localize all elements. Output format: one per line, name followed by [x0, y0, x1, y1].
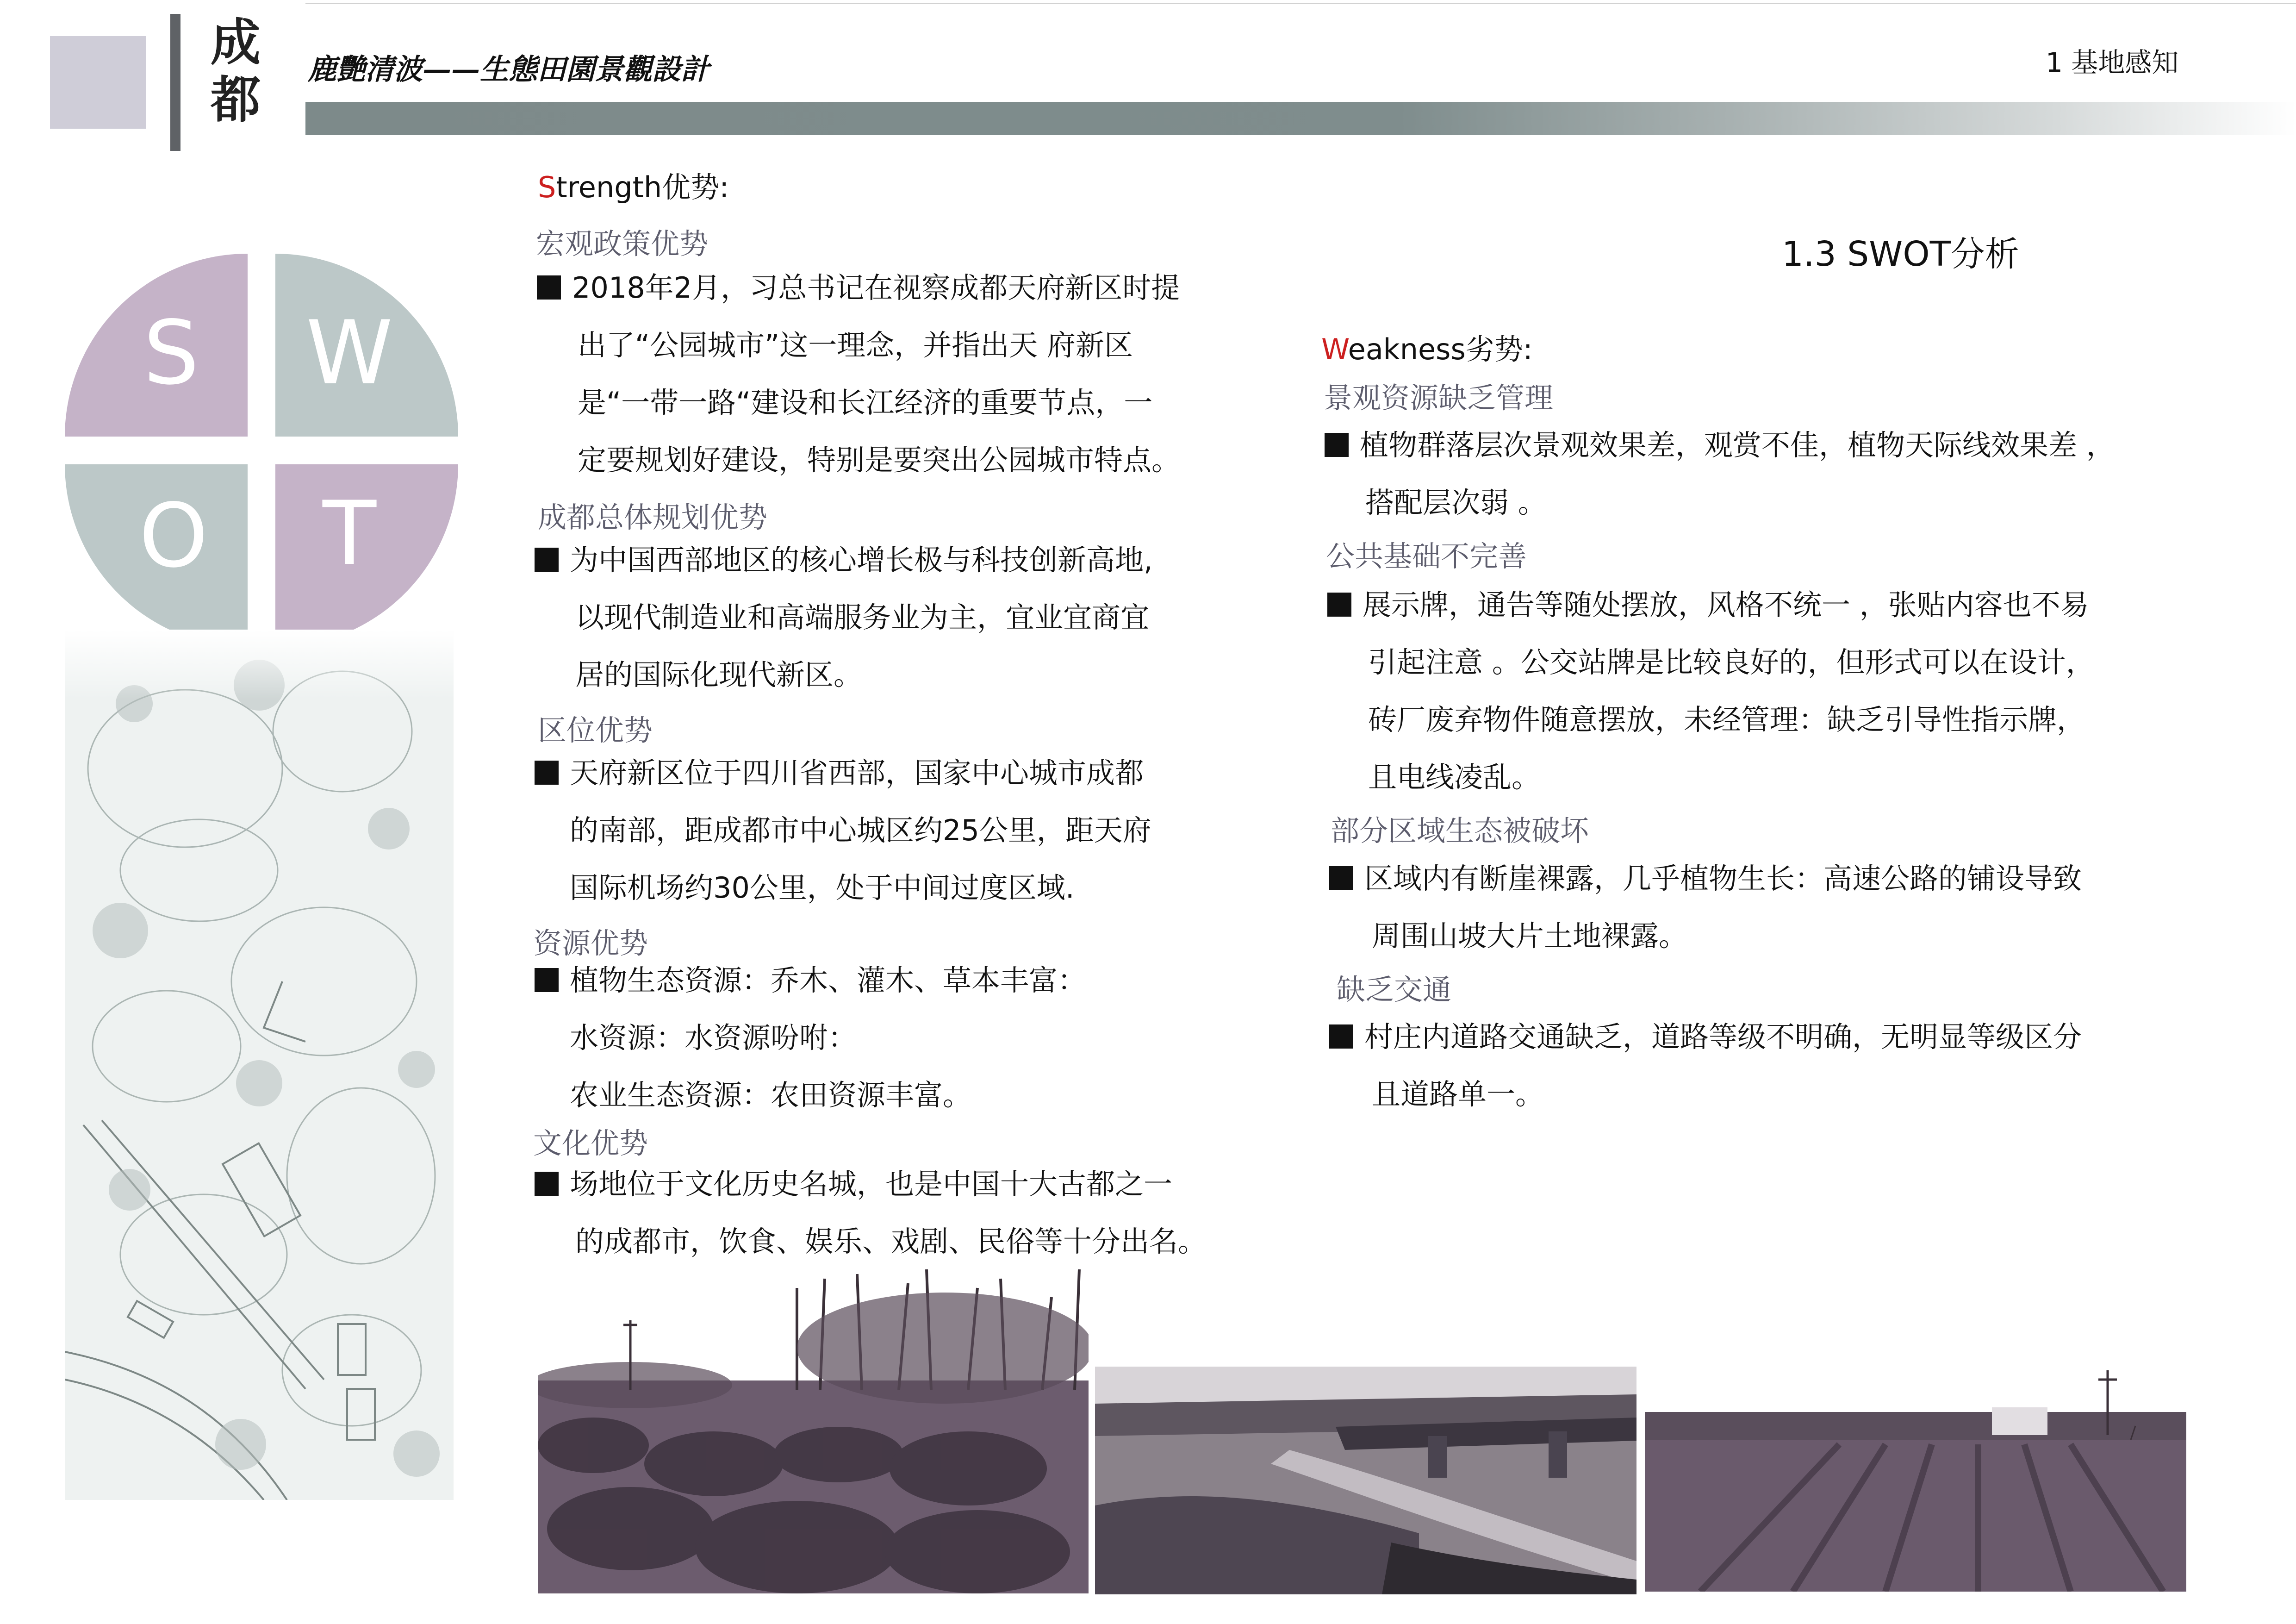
text-line: 水资源：水资源吩咐： — [570, 1021, 857, 1055]
text-line: 展示牌，通告等随处摆放，风格不统一 ，张贴内容也不易 — [1327, 576, 2095, 634]
text-line: 是“一带一路“建设和长江经济的重要节点，一 — [578, 386, 1153, 419]
swot-letter-w: W — [306, 302, 393, 404]
strength-subtitle-culture: 文化优势 — [533, 1126, 648, 1160]
strength-subtitle-policy: 宏观政策优势 — [536, 227, 709, 261]
swot-letter-s: S — [143, 302, 199, 404]
header-gradient-band — [305, 102, 2296, 135]
top-rule — [305, 3, 2296, 4]
strength-culture-text — [535, 1156, 1207, 1270]
bullet-square-icon — [1329, 1024, 1353, 1049]
strength-plan-text — [535, 531, 1153, 704]
weakness-title-rest: eakness劣势: — [1348, 332, 1533, 366]
text-line: 且电线凌乱。 — [1368, 760, 1541, 794]
text-line: 以现代制造业和高端服务业为主，宜业宜商宜 — [575, 600, 1150, 634]
text-line: 引起注意 。公交站牌是比较良好的，但形式可以在设计， — [1368, 645, 2095, 679]
section-label: 1 基地感知 — [2046, 47, 2179, 78]
bullet-square-icon — [535, 548, 559, 572]
text-line: 区域内有断崖裸露，几乎植物生长：高速公路的铺设导致 — [1329, 850, 2082, 907]
text-line: 出了“公园城市”这一理念，并指出天 府新区 — [578, 328, 1133, 362]
weakness-subtitle-management: 景观资源缺乏管理 — [1324, 381, 1554, 415]
text-line: 植物生态资源：乔木、灌木、草本丰富： — [535, 952, 1086, 1009]
bullet-square-icon — [537, 275, 561, 300]
bullet-square-icon — [535, 761, 559, 785]
city-char: 成 — [211, 13, 261, 72]
strength-title-rest: trength优势: — [556, 170, 729, 204]
weakness-subtitle-traffic: 缺乏交通 — [1337, 973, 1452, 1006]
header-square — [50, 36, 146, 129]
text-line: 的成都市，饮食、娱乐、戏剧、民俗等十分出名。 — [575, 1224, 1207, 1258]
project-title: 鹿艷清波——生態田園景觀設計 — [308, 52, 710, 86]
text-line: 定要规划好建设，特别是要突出公园城市特点。 — [578, 443, 1181, 477]
site-photo-farmland-rows — [1645, 1370, 2186, 1592]
weakness-infrastructure-text — [1327, 576, 2095, 806]
weakness-subtitle-infrastructure: 公共基础不完善 — [1326, 539, 1527, 573]
bullet-square-icon — [535, 968, 559, 992]
strength-title — [538, 170, 729, 205]
bullet-square-icon — [1327, 593, 1351, 617]
text-line: 国际机场约30公里，处于中间过度区域. — [570, 871, 1075, 905]
aerial-sketch-image — [65, 630, 454, 1500]
text-line: 砖厂废弃物件随意摆放，未经管理：缺乏引导性指示牌， — [1368, 703, 2086, 737]
swot-letter-t: T — [322, 482, 377, 585]
header-vertical-bar — [170, 14, 180, 151]
strength-resource-text — [535, 952, 1086, 1124]
strength-title-initial: S — [538, 170, 556, 204]
weakness-traffic-text — [1329, 1008, 2082, 1123]
bullet-square-icon — [1325, 433, 1349, 457]
section-heading: 1.3 SWOT分析 — [1782, 234, 2019, 274]
text-line: 2018年2月，习总书记在视察成都天府新区时提 — [537, 259, 1180, 317]
site-photo-field-trees — [538, 1269, 1089, 1593]
site-photo-highway-construction — [1095, 1367, 1636, 1594]
swot-letter-o: O — [139, 485, 208, 587]
city-name — [211, 14, 280, 129]
strength-location-text — [535, 744, 1151, 917]
text-line: 场地位于文化历史名城，也是中国十大古都之一 — [535, 1156, 1207, 1213]
weakness-ecology-text — [1329, 850, 2082, 965]
bullet-square-icon — [535, 1172, 559, 1196]
bullet-square-icon — [1329, 866, 1353, 890]
text-line: 居的国际化现代新区。 — [575, 658, 863, 692]
text-line: 周围山坡大片土地裸露。 — [1372, 919, 1688, 953]
text-line: 搭配层次弱 。 — [1365, 486, 1547, 519]
text-line: 且道路单一。 — [1372, 1077, 1544, 1111]
text-line: 为中国西部地区的核心增长极与科技创新高地, — [535, 531, 1153, 589]
text-line: 农业生态资源：农田资源丰富。 — [570, 1078, 972, 1112]
text-line: 植物群落层次景观效果差，观赏不佳，植物天际线效果差 ， — [1325, 417, 2115, 474]
weakness-title — [1321, 332, 1533, 367]
text-line: 天府新区位于四川省西部，国家中心城市成都 — [535, 744, 1151, 802]
strength-subtitle-location: 区位优势 — [538, 713, 653, 747]
strength-subtitle-plan: 成都总体规划优势 — [538, 500, 768, 534]
weakness-management-text — [1325, 417, 2115, 531]
strength-subtitle-resource: 资源优势 — [533, 926, 648, 960]
text-line: 村庄内道路交通缺乏，道路等级不明确，无明显等级区分 — [1329, 1008, 2082, 1066]
text-line: 的南部，距成都市中心城区约25公里，距天府 — [570, 813, 1151, 847]
weakness-subtitle-ecology: 部分区域生态被破坏 — [1331, 814, 1589, 848]
city-char: 都 — [211, 71, 261, 129]
weakness-title-initial: W — [1321, 332, 1348, 366]
strength-policy-text — [537, 259, 1180, 489]
swot-diagram — [65, 254, 463, 652]
